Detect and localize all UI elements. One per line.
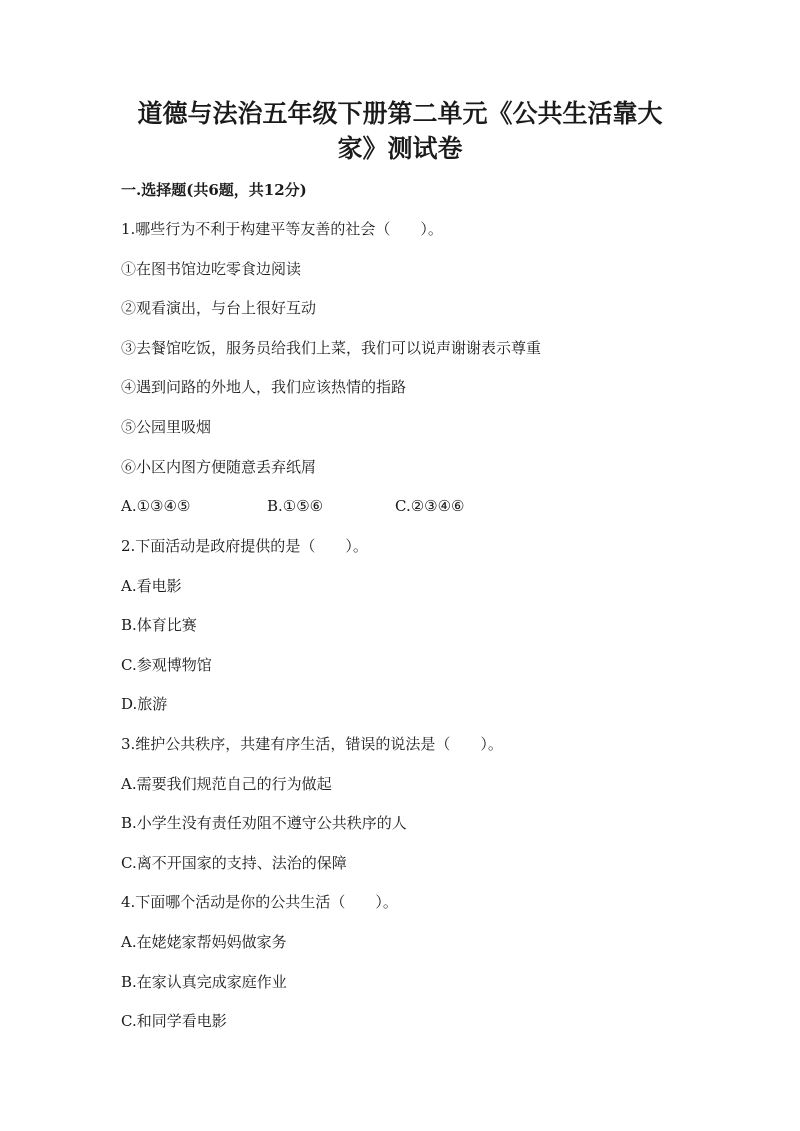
question-2-option-d: D.旅游 (121, 695, 168, 713)
question-1-option-b: B.①⑤⑥ (267, 497, 324, 515)
question-2-option-a: A.看电影 (121, 577, 182, 595)
question-2-stem: 2.下面活动是政府提供的是（ ）。 (121, 537, 368, 555)
question-2-option-b: B.体育比赛 (121, 616, 197, 634)
question-2-option-c: C.参观博物馆 (121, 656, 212, 674)
question-4-option-b: B.在家认真完成家庭作业 (121, 973, 287, 991)
page-title-line-2: 家》测试卷 (337, 134, 463, 163)
question-1-item-4: ④遇到问路的外地人，我们应该热情的指路 (121, 378, 407, 396)
page-title-line-1: 道德与法治五年级下册第二单元《公共生活靠大 (137, 99, 663, 128)
question-3-option-c: C.离不开国家的支持、法治的保障 (121, 854, 347, 872)
question-1-item-2: ②观看演出，与台上很好互动 (121, 299, 317, 317)
question-1-stem: 1.哪些行为不利于构建平等友善的社会（ ）。 (121, 220, 443, 238)
question-3-stem: 3.维护公共秩序，共建有序生活，错误的说法是（ ）。 (121, 735, 503, 753)
question-1-item-6: ⑥小区内图方便随意丢弃纸屑 (121, 458, 317, 476)
section-heading: 一.选择题(共6题，共12分) (121, 181, 307, 199)
question-4-option-c: C.和同学看电影 (121, 1012, 227, 1030)
question-1-option-c: C.②③④⑥ (395, 497, 465, 515)
question-3-option-b: B.小学生没有责任劝阻不遵守公共秩序的人 (121, 814, 407, 832)
question-1-item-3: ③去餐馆吃饭，服务员给我们上菜，我们可以说声谢谢表示尊重 (121, 339, 542, 357)
question-3-option-a: A.需要我们规范自己的行为做起 (121, 775, 332, 793)
question-4-stem: 4.下面哪个活动是你的公共生活（ ）。 (121, 893, 398, 911)
question-1-item-5: ⑤公园里吸烟 (121, 418, 212, 436)
question-4-option-a: A.在姥姥家帮妈妈做家务 (121, 933, 287, 951)
question-1-option-a: A.①③④⑤ (121, 497, 191, 515)
question-1-item-1: ①在图书馆边吃零食边阅读 (121, 260, 302, 278)
